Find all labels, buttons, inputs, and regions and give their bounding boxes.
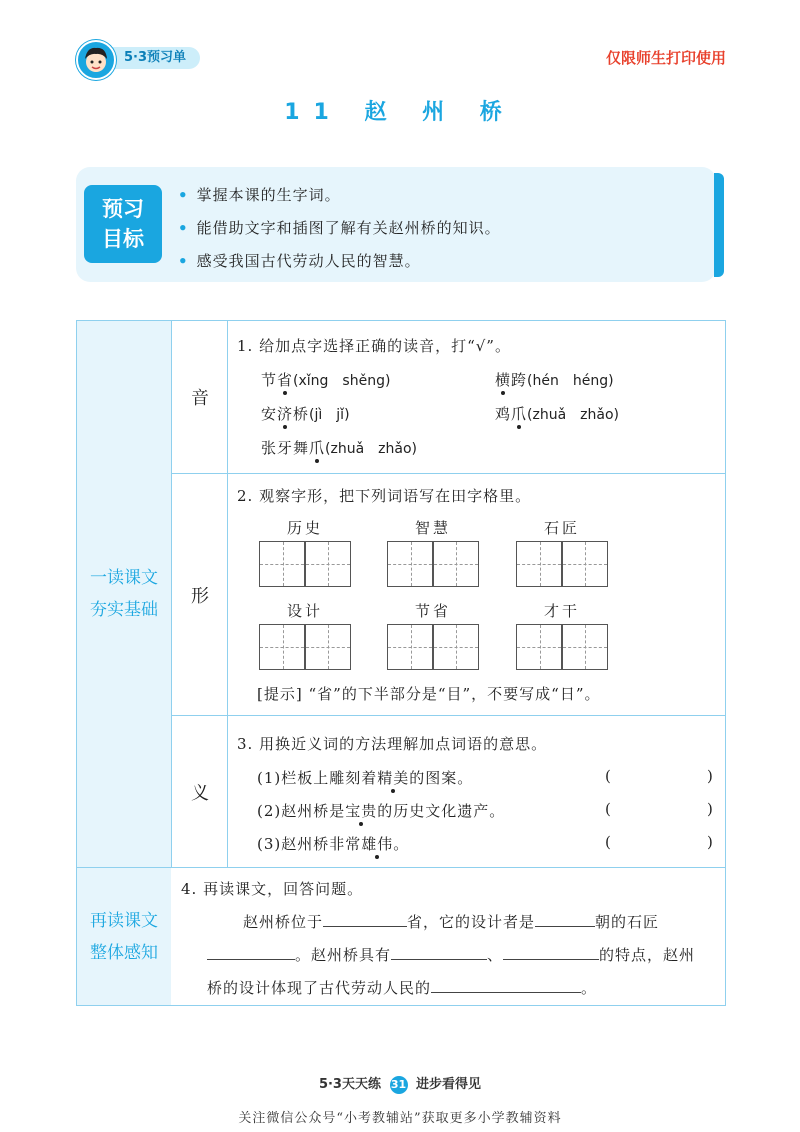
goal-item: • 能借助文字和插图了解有关赵州桥的知识。 <box>178 219 501 237</box>
blank-feature-2[interactable] <box>503 959 599 960</box>
blank-wisdom[interactable] <box>431 992 581 993</box>
label-sound: 音 <box>171 321 228 473</box>
word-label: 石匠 <box>543 519 580 537</box>
blank-designer[interactable] <box>207 959 295 960</box>
answer-paren-open[interactable]: ( <box>605 833 612 851</box>
word-label: 历史 <box>286 519 323 537</box>
word-label: 智慧 <box>414 519 451 537</box>
meaning-item: (3)赵州桥非常雄伟。 <box>257 835 410 853</box>
mascot-avatar-icon <box>76 40 116 80</box>
question-2: 2. 观察字形，把下列词语写在田字格里。 <box>237 487 532 505</box>
pinyin-item: 横跨(hén héng) <box>495 371 614 389</box>
fill-line-2: 。赵州桥具有 、 的特点，赵州 <box>207 944 695 965</box>
pinyin-item: 节省(xǐng shěng) <box>261 371 391 389</box>
hint <box>257 683 601 704</box>
goals-tag <box>84 185 162 263</box>
word-label: 才干 <box>543 602 580 620</box>
promo-line: 关注微信公众号“小考教辅站”获取更多小学教辅资料 <box>238 1111 562 1126</box>
meaning-item: (2)赵州桥是宝贵的历史文化遗产。 <box>257 802 506 820</box>
goals-list <box>178 179 501 278</box>
footer-right: 进步看得见 <box>416 1077 482 1092</box>
goal-item: • 掌握本课的生字词。 <box>178 186 341 204</box>
word-label: 节省 <box>414 602 451 620</box>
blank-feature-1[interactable] <box>391 959 487 960</box>
writing-grid[interactable] <box>387 624 479 670</box>
writing-grid[interactable] <box>259 541 351 587</box>
hint-tag: [提示] <box>257 685 303 703</box>
blank-province[interactable] <box>323 926 407 927</box>
answer-paren-close: ) <box>707 800 714 818</box>
meaning-item: (1)栏板上雕刻着精美的图案。 <box>257 769 474 787</box>
page-footer <box>0 1073 800 1094</box>
answer-paren-close: ) <box>707 767 714 785</box>
section-first-read: 一读课文 夯实基础 <box>77 321 171 867</box>
goals-accent-bar <box>714 173 724 277</box>
goals-tag-line2: 目标 <box>102 227 144 251</box>
question-1: 1. 给加点字选择正确的读音，打“√”。 <box>237 337 511 355</box>
fill-line-3: 桥的设计体现了古代劳动人民的 。 <box>207 979 598 997</box>
writing-grid[interactable] <box>516 541 608 587</box>
section-second-read: 再读课文 整体感知 <box>77 867 171 1005</box>
blank-dynasty[interactable] <box>535 926 595 927</box>
series-badge-label: 5·3预习单 <box>100 47 200 69</box>
writing-grid[interactable] <box>387 541 479 587</box>
answer-paren-close: ) <box>707 833 714 851</box>
page-title: 11 赵 州 桥 <box>284 100 516 125</box>
hint-text: “省”的下半部分是“目”，不要写成“日”。 <box>308 685 601 703</box>
print-notice: 仅限师生打印使用 <box>605 49 726 67</box>
pinyin-item: 安济桥(jì jǐ) <box>261 405 350 423</box>
pinyin-item: 鸡爪(zhuǎ zhǎo) <box>495 405 619 423</box>
writing-grid[interactable] <box>516 624 608 670</box>
question-4: 4. 再读课文，回答问题。 <box>181 880 364 898</box>
footer-left: 5·3天天练 <box>318 1077 381 1092</box>
preview-goals-box <box>76 167 716 282</box>
page-number: 31 <box>390 1076 408 1094</box>
answer-paren-open[interactable]: ( <box>605 800 612 818</box>
answer-paren-open[interactable]: ( <box>605 767 612 785</box>
exercise-table <box>76 320 726 1006</box>
question-3: 3. 用换近义词的方法理解加点词语的意思。 <box>237 735 548 753</box>
label-meaning: 义 <box>171 715 228 868</box>
fill-line-1: 赵州桥位于 省，它的设计者是 朝的石匠 <box>243 913 660 931</box>
goal-item: • 感受我国古代劳动人民的智慧。 <box>178 252 421 270</box>
writing-grid[interactable] <box>259 624 351 670</box>
pinyin-item: 张牙舞爪(zhuǎ zhǎo) <box>261 439 417 457</box>
word-label: 设计 <box>286 602 323 620</box>
label-shape: 形 <box>171 473 228 716</box>
goals-tag-line1: 预习 <box>102 197 144 221</box>
